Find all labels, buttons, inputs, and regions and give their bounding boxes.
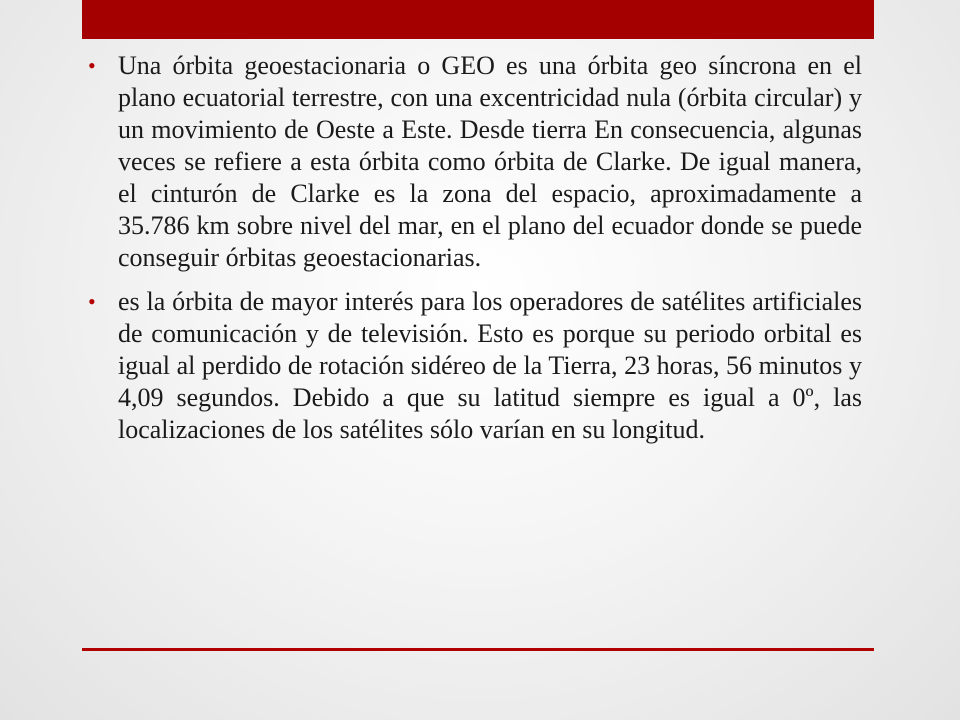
top-accent-bar <box>82 0 874 39</box>
bullet-paragraph-1 <box>84 50 862 274</box>
bullet-text-1: Una órbita geoestacionaria o GEO es una órbita geo síncrona en el plano ecuatorial terrestre, con una excentricidad nula (órbita circular) y un movimiento de Oeste a Este. Desde tierra En consecuencia, algunas veces se refiere a esta órbita como órbita de Clarke. De igual manera, el cinturón de Clarke es la zona del espacio, aproximadamente a 35.786 km sobre nivel del mar, en el plano del ecuador donde se puede conseguir órbitas geoestacionarias. <box>118 51 862 272</box>
slide-content <box>84 50 862 458</box>
bullet-icon: • <box>88 289 96 314</box>
bottom-divider-line <box>82 648 874 651</box>
bullet-text-2: es la órbita de mayor interés para los operadores de satélites artificiales de comunicación y de televisión. Esto es porque su periodo orbital es igual al perdido de rotación sidéreo de la Tierra, 23 horas, 56 minutos y 4,09 segundos. Debido a que su latitud siempre es igual a 0º, las localizaciones de los satélites sólo varían en su longitud. <box>118 287 862 444</box>
bullet-paragraph-2 <box>84 286 862 446</box>
bullet-icon: • <box>88 53 96 78</box>
